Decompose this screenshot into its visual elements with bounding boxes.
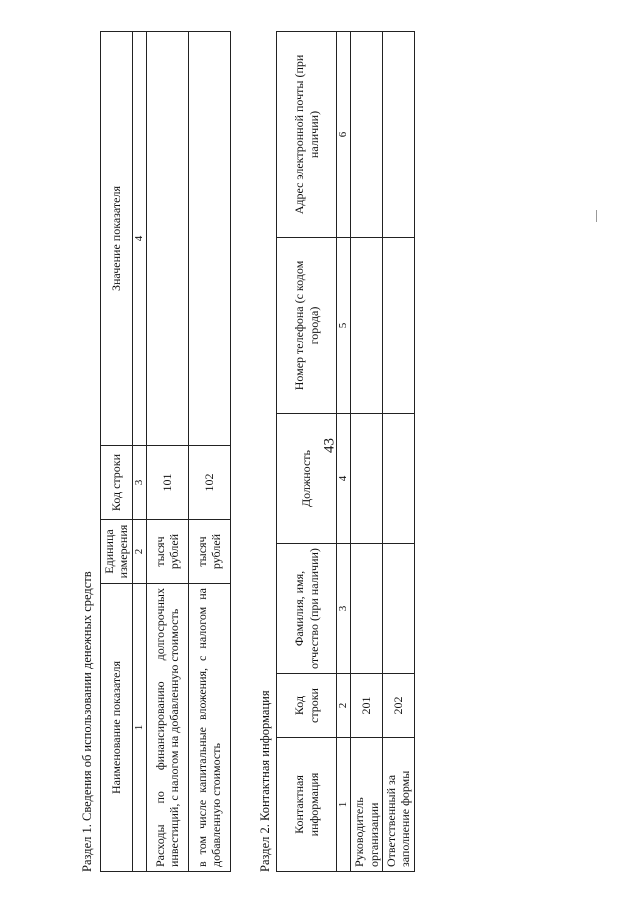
scan-mark: [596, 210, 597, 222]
s1-colnum: 2: [132, 520, 146, 584]
s2-colnum: 1: [337, 738, 351, 872]
s1-header-name: Наименование показателя: [101, 584, 133, 872]
s2-row-fio[interactable]: [351, 544, 383, 674]
s2-row-email[interactable]: [351, 32, 383, 238]
section2-table: [276, 31, 415, 872]
section1-title: Раздел 1. Сведения об использовании денежных средств: [80, 571, 94, 872]
s2-header-position: Должность: [277, 414, 337, 544]
s2-row-position[interactable]: [351, 414, 383, 544]
s2-header-email: Адрес электронной почты (при наличии): [277, 32, 337, 238]
s1-colnum: 4: [132, 32, 146, 446]
s1-row-code: 101: [146, 446, 188, 520]
s2-row-fio[interactable]: [382, 544, 414, 674]
s2-colnum: 3: [337, 544, 351, 674]
s2-row-email[interactable]: [382, 32, 414, 238]
s2-header-code: Код строки: [277, 674, 337, 738]
s1-header-value: Значение показателя: [101, 32, 133, 446]
s2-row-code: 202: [382, 674, 414, 738]
s1-colnum: 3: [132, 446, 146, 520]
section1-table: [100, 31, 231, 872]
s2-colnum: 4: [337, 414, 351, 544]
s1-row-value[interactable]: [146, 32, 188, 446]
s1-row-name: в том числе капитальные вложения, с налогом на добавленную стоимость: [188, 584, 230, 872]
s2-row-phone[interactable]: [351, 238, 383, 414]
s2-header-contact: Контактная информация: [277, 738, 337, 872]
s1-row-name: Расходы по финансированию долгосрочных инвестиций, с налогом на добавленную стоимость: [146, 584, 188, 872]
table-row: [351, 32, 383, 872]
s1-row-code: 102: [188, 446, 230, 520]
s1-row-value[interactable]: [188, 32, 230, 446]
s1-colnum: 1: [132, 584, 146, 872]
s1-row-unit: тысяч рублей: [146, 520, 188, 584]
s2-colnum: 6: [337, 32, 351, 238]
section2-title: Раздел 2. Контактная информация: [258, 690, 272, 872]
s2-header-phone: Номер телефона (с кодом города): [277, 238, 337, 414]
s2-header-fio: Фамилия, имя, отчество (при наличии): [277, 544, 337, 674]
s2-row-code: 201: [351, 674, 383, 738]
s1-header-code: Код строки: [101, 446, 133, 520]
s2-row-position[interactable]: [382, 414, 414, 544]
s2-colnum: 2: [337, 674, 351, 738]
page-number: 43: [321, 438, 338, 453]
s1-row-unit: тысяч рублей: [188, 520, 230, 584]
s2-colnum: 5: [337, 238, 351, 414]
s1-header-unit: Единица измерения: [101, 520, 133, 584]
table-row: [382, 32, 414, 872]
table-row: [188, 32, 230, 872]
s2-row-name: Руководитель организации: [351, 738, 383, 872]
s2-row-name: Ответственный за заполнение формы: [382, 738, 414, 872]
s2-row-phone[interactable]: [382, 238, 414, 414]
table-row: [146, 32, 188, 872]
